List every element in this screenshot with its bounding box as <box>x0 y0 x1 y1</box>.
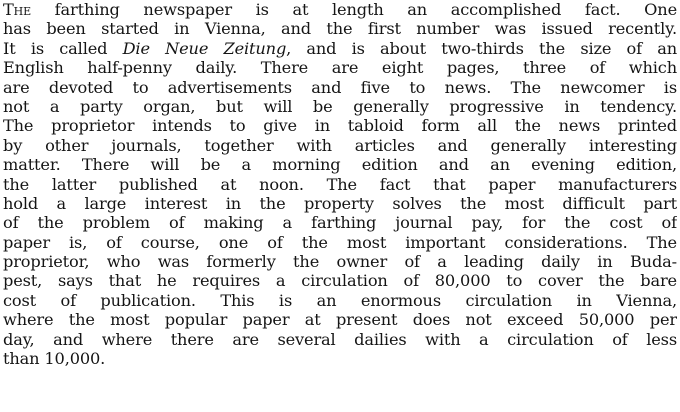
text-line: hold a large interest in the property solves the most difficult part <box>3 193 677 213</box>
text-line: paper is, of course, one of the most important considerations. The <box>3 232 677 252</box>
article-text <box>3 0 677 368</box>
text-line: pest, says that he requires a circulation of 80,000 to cover the bare <box>3 271 677 291</box>
text-line <box>3 0 677 19</box>
text-line: than 10,000. <box>3 349 106 369</box>
text-line: day, and where there are several dailies with a circulation of less <box>3 329 677 349</box>
text-line: cost of publication. This is an enormous circulation in Vienna, <box>3 290 677 310</box>
text-line: English half-penny daily. There are eight pages, three of which <box>3 58 677 78</box>
text-line: of the problem of making a farthing journal pay, for the cost of <box>3 213 677 233</box>
text-line: proprietor, who was formerly the owner of a leading daily in Buda- <box>3 252 677 272</box>
text-line: The proprietor intends to give in tabloid form all the news printed <box>3 116 677 136</box>
line-text: farthing newspaper is at length an accomplished fact. One <box>30 0 677 19</box>
newspaper-title: Die Neue Zeitung <box>122 38 287 58</box>
line-text: It is called <box>3 38 123 58</box>
text-line: by other journals, together with articles and generally interesting <box>3 135 677 155</box>
text-line: where the most popular paper at present does not exceed 50,000 per <box>3 310 677 330</box>
lead-word: The <box>3 0 31 19</box>
text-line: matter. There will be a morning edition and an evening edition, <box>3 155 677 175</box>
text-line: not a party organ, but will be generally progressive in tendency. <box>3 96 677 116</box>
text-line: the latter published at noon. The fact that paper manufacturers <box>3 174 677 194</box>
text-line <box>3 39 677 58</box>
line-text: , and is about two-thirds the size of an <box>286 38 677 58</box>
text-line: are devoted to advertisements and five to news. The newcomer is <box>3 77 677 97</box>
text-line: has been started in Vienna, and the first number was issued recently. <box>3 19 677 39</box>
